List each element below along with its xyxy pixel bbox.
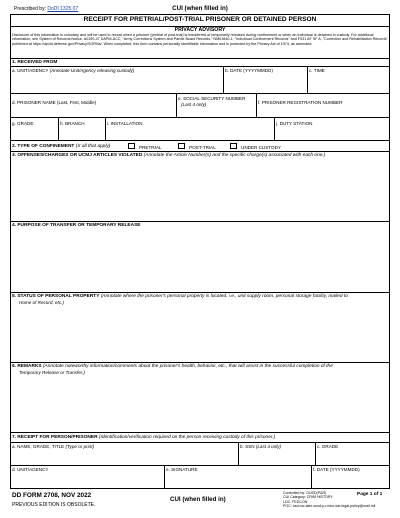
grade-label: g. GRADE [12,121,34,126]
receiver-name-hint: (Type or print) [65,443,95,449]
time-field[interactable] [308,74,389,92]
purpose-field[interactable] [11,230,389,291]
under-custody-label: UNDER CUSTODY [241,144,281,150]
poc-email: POC: osd.mc-alex.ousd-p-r.mbx.oar-legal-policy@mail.mil [283,504,376,509]
privacy-heading: PRIVACY ADVISORY [174,27,226,33]
receipt-date-label: f. DATE (YYYYMMDD) [313,467,360,472]
section3-heading-text: 3. OFFENSES/CHARGES OR UCMJ ARTICLES VIOLATED [12,152,143,158]
form-title: RECEIPT FOR PRETRIAL/POST-TRIAL PRISONER OR DETAINED PERSON [83,16,317,23]
unit-agency-label-text: a. UNIT/AGENCY [12,67,49,73]
ssn-field[interactable] [177,109,255,116]
receiver-ssn-field[interactable] [239,450,314,464]
section2-heading-text: 2. TYPE OF CONFINEMENT [12,144,75,149]
receiver-name-label [12,444,94,449]
section7-heading [12,435,275,440]
receiver-ssn-label [240,444,281,449]
ssn-label [178,96,245,109]
receiver-name-field[interactable] [11,450,237,464]
section6-heading-text: 6. REMARKS [12,364,42,369]
registration-number-label: f. PRISONER REGISTRATION NUMBER [258,100,343,105]
time-label: c. TIME [309,67,325,73]
post-trial-checkbox[interactable] [178,143,185,149]
branch-field[interactable] [59,128,104,139]
pretrial-checkbox[interactable] [128,143,135,149]
section2-hint: (X all that apply) [75,144,111,149]
section4-heading: 4. PURPOSE OF TRANSFER OR TEMPORARY RELEASE [12,223,141,228]
duty-station-label: j. DUTY STATION [276,121,313,126]
date-label: b. DATE (YYYYMMDD) [225,67,273,73]
receiver-grade-label: c. GRADE [317,443,339,449]
ssn-label-text: e. SOCIAL SECURITY NUMBER [178,96,246,101]
prisoner-name-field[interactable] [11,106,175,116]
date-field[interactable] [224,74,306,92]
controlled-by: Controlled by: OUSD(P&R) [283,491,327,495]
unit-agency-label [12,68,134,73]
section6-heading [12,364,333,369]
section5-heading [12,294,348,299]
cui-banner-bottom: CUI (when filled in) [170,496,226,503]
section5-hint-2: Home of Record, etc.) [19,300,64,305]
section3-heading [12,153,325,158]
grade-field[interactable] [11,128,57,139]
section1-heading: 1. RECEIVED FROM [12,59,58,65]
offenses-field[interactable] [11,159,389,220]
section5-heading-text: 5. STATUS OF PERSONAL PROPERTY [12,294,100,299]
previous-edition-note: PREVIOUS EDITION IS OBSOLETE. [12,502,96,508]
installation-field[interactable] [106,128,273,139]
unit-agency-field[interactable] [11,74,222,92]
ssn-hint: (Last 4 only) [181,102,207,108]
prescribed-by-label: Prescribed by: [14,6,46,12]
remarks-field[interactable] [11,376,389,431]
section7-hint: (Identification/verification required on the person receiving custody of this prisoner.) [98,435,276,440]
section6-hint-2: Temporary Release or Transfer.) [19,370,85,375]
section5-hint-1: (Annotate where the prisoner's personal property is located, i.e., unit supply room, personal storage facility, mailed to [100,294,348,299]
dodi-link[interactable]: DoDI 1325.07 [47,6,79,12]
receiver-ssn-label-text: b. SSN [240,443,255,449]
receiver-name-label-text: a. NAME, GRADE, TITLE [12,443,65,449]
privacy-text: Disclosure of this information is voluntary and will be used to record when a prisoner (pretrial or post-trial) is transferred or temporarily released during confinement or when an individual is detained in custody. For additional information, see System of Records Notice, A0190-47 DAPM-ACC, "Army Corrections System and Parole Board Records," NM01640-1, "Individual Confinement Records" and F031 AF SF A, "Correction and Rehabilitation Records" published at https://dpcld.defense.gov/Privacy/SORNs/. When completed, this form contains personally identifiable information and is protected by the Privacy Act of 1974, as amended. [12,33,388,46]
cui-banner-top: CUI (when filled in) [172,5,228,12]
section7-heading-text: 7. RECEIPT FOR PERSON/PRISONER [12,435,98,440]
section2-heading [12,144,110,149]
duty-station-field[interactable] [275,128,389,139]
receiver-ssn-hint: (Last 4 only) [255,443,282,449]
receiver-unit-label: d. UNIT/AGENCY [12,467,49,472]
page-number: Page 1 of 1 [357,492,383,497]
under-custody-checkbox[interactable] [230,143,237,149]
registration-number-field[interactable] [257,106,389,116]
receiver-unit-field[interactable] [11,474,163,488]
receiver-grade-field[interactable] [316,450,389,464]
section3-hint: (Annotate the Article Number(s) and the specific charge(s) associated with each one.) [143,152,326,158]
cui-category: CUI Category: CRIM HISTORY [283,495,333,500]
section6-hint-1: (Annotate noteworthy information/comments about the prisoner's health, behavior, etc., that will assist in the successful completion of the [42,364,333,369]
unit-agency-hint: (Annotate Unit/Agency releasing custody) [49,67,135,73]
ldc: LDC: FEDCON [283,499,308,504]
signature-field[interactable] [165,474,310,488]
pretrial-label: PRETRIAL [139,144,162,150]
branch-label: h. BRANCH [60,121,85,126]
signature-label: e. SIGNATURE [166,467,198,472]
personal-property-field[interactable] [11,306,389,361]
post-trial-label: POST-TRIAL [189,144,216,150]
receipt-date-field[interactable] [312,474,389,488]
form-id: DD FORM 2708, NOV 2022 [12,492,92,499]
installation-label: i. INSTALLATION [107,121,143,126]
prisoner-name-label: d. PRISONER NAME (Last, First, Middle) [12,100,97,105]
